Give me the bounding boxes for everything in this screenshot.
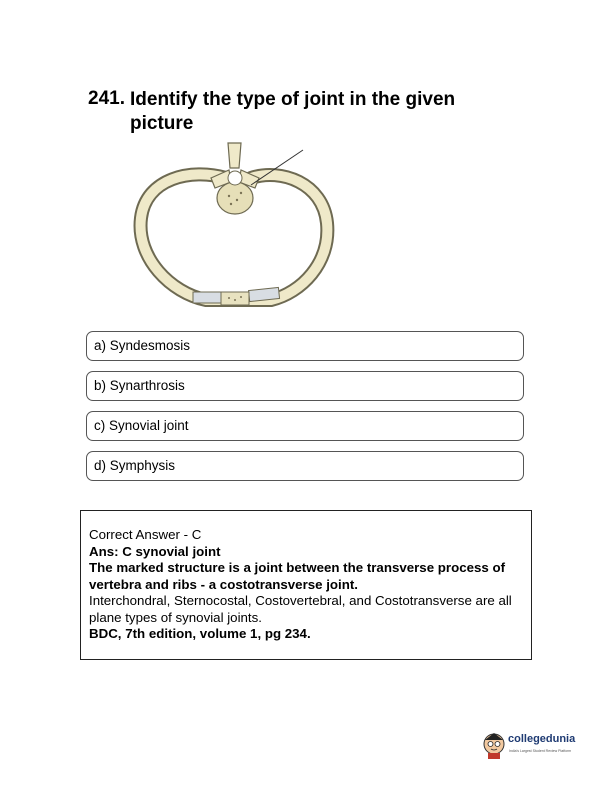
thoracic-ring-illustration	[131, 138, 341, 318]
option-d[interactable]: d) Symphysis	[86, 451, 524, 481]
option-b[interactable]: b) Synarthrosis	[86, 371, 524, 401]
question-number: 241.	[88, 88, 125, 109]
answer-title: Ans: C synovial joint	[89, 543, 221, 559]
option-c[interactable]: c) Synovial joint	[86, 411, 524, 441]
answer-note: Interchondral, Sternocostal, Costovertebral, and Costotransverse are all plane types of synovial joints.	[89, 593, 512, 625]
option-a[interactable]: a) Syndesmosis	[86, 331, 524, 361]
answer-reference: BDC, 7th edition, volume 1, pg 234.	[89, 626, 311, 641]
mascot-icon	[482, 730, 506, 760]
logo-tagline: India's Largest Student Review Platform	[509, 749, 572, 753]
answer-explanation: The marked structure is a joint between the transverse process of vertebra and ribs - a costotransverse joint.	[89, 560, 506, 592]
collegedunia-logo	[482, 730, 582, 762]
logo-name: collegedunia	[508, 733, 576, 745]
question-text: Identify the type of joint in the given picture	[130, 89, 456, 134]
correct-answer-line: Correct Answer - C	[89, 527, 202, 542]
answer-box	[80, 510, 532, 660]
